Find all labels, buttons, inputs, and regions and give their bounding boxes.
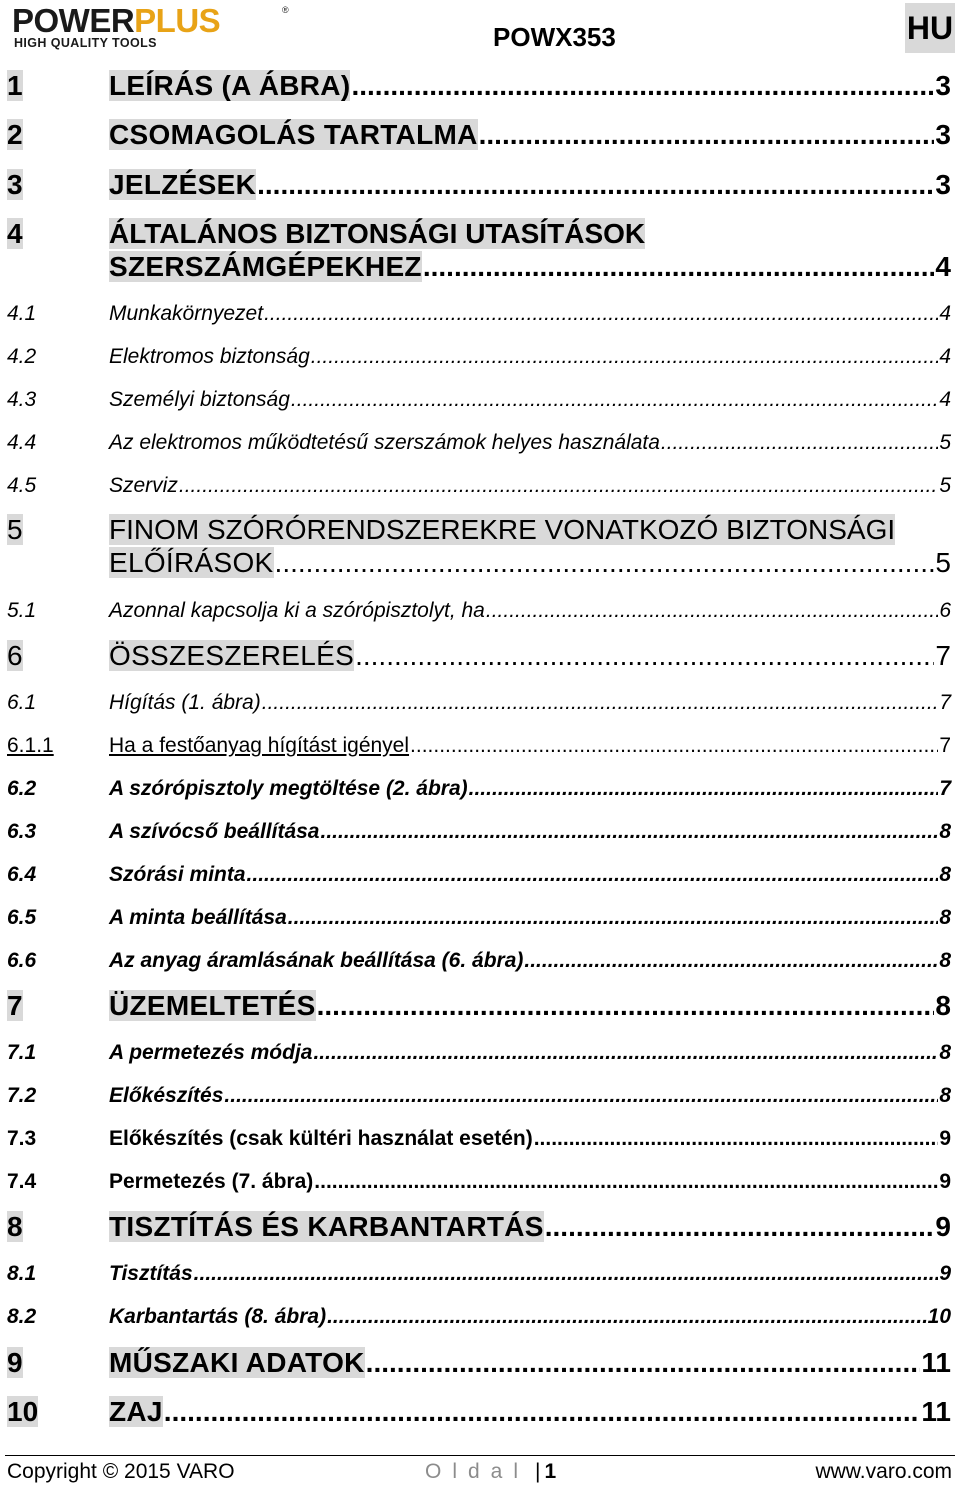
toc-entry-8-1[interactable] bbox=[0, 1262, 960, 1290]
toc-entry-7[interactable] bbox=[0, 990, 960, 1026]
toc-title: Szórási minta bbox=[109, 863, 246, 886]
toc-number: 6.1.1 bbox=[7, 734, 54, 757]
toc-page: 4 bbox=[939, 388, 951, 411]
toc-title: Ha a festőanyag hígítást igényel bbox=[109, 734, 410, 757]
toc-page: 5 bbox=[939, 431, 951, 454]
toc-number: 8 bbox=[7, 1211, 23, 1242]
toc-number: 4.1 bbox=[7, 302, 37, 325]
toc-entry-8-2[interactable] bbox=[0, 1305, 960, 1333]
toc-entry-4-1[interactable] bbox=[0, 302, 960, 330]
page-separator: | bbox=[535, 1460, 541, 1483]
dot-leader bbox=[479, 119, 935, 151]
toc-number: 5.1 bbox=[7, 599, 37, 622]
dot-leader bbox=[257, 169, 934, 201]
toc-title: TISZTÍTÁS ÉS KARBANTARTÁS bbox=[109, 1211, 544, 1242]
toc-title: MŰSZAKI ADATOK bbox=[109, 1347, 365, 1378]
toc-entry-7-2[interactable] bbox=[0, 1084, 960, 1112]
logo-tagline: HIGH QUALITY TOOLS bbox=[14, 36, 157, 50]
toc-entry-6-2[interactable] bbox=[0, 777, 960, 805]
toc-page: 9 bbox=[935, 1211, 951, 1242]
copyright-text: Copyright © 2015 VARO bbox=[7, 1460, 235, 1483]
logo-wordmark: POWERPLUS bbox=[12, 2, 221, 39]
toc-title: JELZÉSEK bbox=[109, 169, 257, 200]
toc-number: 6.4 bbox=[7, 863, 37, 886]
toc-number: 7 bbox=[7, 990, 23, 1021]
toc-page: 7 bbox=[939, 734, 951, 757]
dot-leader bbox=[288, 906, 939, 930]
toc-entry-6[interactable] bbox=[0, 640, 960, 676]
dot-leader bbox=[486, 599, 938, 623]
dot-leader bbox=[469, 777, 939, 801]
toc-page: 4 bbox=[939, 302, 951, 325]
toc-page: 4 bbox=[939, 345, 951, 368]
dot-leader bbox=[275, 547, 935, 579]
dot-leader bbox=[247, 863, 939, 887]
toc-number: 8.1 bbox=[7, 1262, 37, 1285]
dot-leader bbox=[264, 302, 938, 326]
toc-entry-4-4[interactable] bbox=[0, 431, 960, 459]
dot-leader bbox=[545, 1211, 935, 1243]
toc-title: Elektromos biztonság bbox=[109, 345, 310, 368]
page-footer bbox=[0, 1459, 960, 1487]
toc-page: 11 bbox=[921, 1396, 951, 1427]
toc-number: 3 bbox=[7, 169, 23, 200]
toc-number: 6.5 bbox=[7, 906, 37, 929]
toc-title: ÜZEMELTETÉS bbox=[109, 990, 316, 1021]
toc-page: 5 bbox=[935, 547, 951, 578]
toc-entry-1[interactable] bbox=[0, 70, 960, 106]
toc-page: 8 bbox=[939, 820, 951, 843]
toc-number: 6.6 bbox=[7, 949, 37, 972]
page-label: Oldal bbox=[425, 1460, 530, 1483]
toc-page: 8 bbox=[939, 1084, 951, 1107]
toc-number: 4 bbox=[7, 218, 23, 249]
toc-page: 5 bbox=[939, 474, 951, 497]
toc-number: 6 bbox=[7, 640, 23, 671]
toc-title: ZAJ bbox=[109, 1396, 163, 1427]
toc-number: 7.2 bbox=[7, 1084, 37, 1107]
toc-title: A szórópisztoly megtöltése (2. ábra) bbox=[109, 777, 468, 800]
toc-entry-4[interactable] bbox=[0, 218, 960, 288]
toc-title: Az anyag áramlásának beállítása (6. ábra) bbox=[109, 949, 524, 972]
toc-entry-6-3[interactable] bbox=[0, 820, 960, 848]
toc-number: 10 bbox=[7, 1396, 39, 1427]
model-number: POWX353 bbox=[493, 22, 616, 52]
toc-number: 4.2 bbox=[7, 345, 37, 368]
dot-leader bbox=[164, 1396, 921, 1428]
toc-title: A szívócső beállítása bbox=[109, 820, 320, 843]
dot-leader bbox=[224, 1084, 938, 1108]
toc-number: 6.1 bbox=[7, 691, 37, 714]
toc-number: 1 bbox=[7, 70, 23, 101]
toc-page: 3 bbox=[935, 119, 951, 150]
toc-page: 7 bbox=[939, 777, 951, 800]
page-number: 1 bbox=[544, 1460, 557, 1483]
toc-title: Előkészítés bbox=[109, 1084, 224, 1107]
toc-title-line1: FINOM SZÓRÓRENDSZEREKRE VONATKOZÓ BIZTONSÁGI bbox=[109, 514, 896, 545]
toc-page: 9 bbox=[939, 1262, 951, 1285]
toc-number: 4.3 bbox=[7, 388, 37, 411]
toc-entry-6-5[interactable] bbox=[0, 906, 960, 934]
toc-page: 9 bbox=[939, 1127, 951, 1150]
dot-leader bbox=[366, 1347, 921, 1379]
toc-page: 3 bbox=[935, 169, 951, 200]
toc-number: 6.2 bbox=[7, 777, 37, 800]
toc-page: 10 bbox=[927, 1305, 951, 1328]
toc-number: 4.4 bbox=[7, 431, 37, 454]
toc-number: 5 bbox=[7, 514, 23, 545]
dot-leader bbox=[320, 820, 938, 844]
toc-page: 3 bbox=[935, 70, 951, 101]
dot-leader bbox=[355, 640, 934, 672]
toc-entry-2[interactable] bbox=[0, 119, 960, 155]
toc-title: ELŐÍRÁSOK bbox=[109, 547, 274, 578]
toc-entry-7-3[interactable] bbox=[0, 1127, 960, 1155]
toc-entry-6-4[interactable] bbox=[0, 863, 960, 891]
toc-entry-6-6[interactable] bbox=[0, 949, 960, 977]
toc-number: 7.4 bbox=[7, 1170, 37, 1193]
toc-title: LEÍRÁS (A ÁBRA) bbox=[109, 70, 351, 101]
toc-entry-5[interactable] bbox=[0, 514, 960, 584]
dot-leader bbox=[327, 1305, 927, 1329]
toc-entry-4-3[interactable] bbox=[0, 388, 960, 416]
toc-entry-3[interactable] bbox=[0, 169, 960, 205]
toc-page: 8 bbox=[939, 949, 951, 972]
website-link[interactable]: www.varo.com bbox=[815, 1460, 952, 1483]
toc-page: 8 bbox=[939, 906, 951, 929]
dot-leader bbox=[313, 1041, 938, 1065]
toc-page: 8 bbox=[935, 990, 951, 1021]
toc-page: 8 bbox=[939, 1041, 951, 1064]
toc-page: 7 bbox=[935, 640, 951, 671]
toc-entry-5-1[interactable] bbox=[0, 599, 960, 627]
toc-title: A permetezés módja bbox=[109, 1041, 313, 1064]
toc-number: 7.3 bbox=[7, 1127, 37, 1150]
toc-title: Tisztítás bbox=[109, 1262, 193, 1285]
toc-number: 8.2 bbox=[7, 1305, 37, 1328]
toc-page: 9 bbox=[939, 1170, 951, 1193]
toc-title: Azonnal kapcsolja ki a szórópisztolyt, ha bbox=[109, 599, 485, 622]
dot-leader bbox=[410, 734, 938, 758]
toc-number: 7.1 bbox=[7, 1041, 37, 1064]
toc-number: 6.3 bbox=[7, 820, 37, 843]
toc-entry-7-1[interactable] bbox=[0, 1041, 960, 1069]
toc-title: Személyi biztonság bbox=[109, 388, 290, 411]
toc-page: 4 bbox=[935, 251, 951, 282]
toc-number: 4.5 bbox=[7, 474, 37, 497]
dot-leader bbox=[661, 431, 938, 455]
toc-entry-9[interactable] bbox=[0, 1347, 960, 1383]
toc-title: Karbantartás (8. ábra) bbox=[109, 1305, 327, 1328]
toc-page: 8 bbox=[939, 863, 951, 886]
dot-leader bbox=[351, 70, 934, 102]
language-badge: HU bbox=[905, 3, 955, 53]
toc-entry-4-2[interactable] bbox=[0, 345, 960, 373]
dot-leader bbox=[194, 1262, 939, 1286]
toc-number: 2 bbox=[7, 119, 23, 150]
registered-mark: ® bbox=[282, 5, 289, 15]
toc-page: 7 bbox=[939, 691, 951, 714]
toc-title: Hígítás (1. ábra) bbox=[109, 691, 261, 714]
toc-entry-10[interactable] bbox=[0, 1396, 960, 1432]
toc-entry-4-5[interactable] bbox=[0, 474, 960, 502]
toc-title: CSOMAGOLÁS TARTALMA bbox=[109, 119, 478, 150]
toc-title: Előkészítés (csak kültéri használat esetén) bbox=[109, 1127, 533, 1150]
toc-title: SZERSZÁMGÉPEKHEZ bbox=[109, 251, 422, 282]
toc-page: 6 bbox=[939, 599, 951, 622]
toc-entry-6-1-1[interactable] bbox=[0, 734, 960, 762]
dot-leader bbox=[317, 990, 935, 1022]
toc-entry-7-4[interactable] bbox=[0, 1170, 960, 1198]
dot-leader bbox=[314, 1170, 938, 1194]
dot-leader bbox=[534, 1127, 939, 1151]
footer-divider bbox=[5, 1455, 955, 1456]
dot-leader bbox=[423, 251, 935, 283]
dot-leader bbox=[262, 691, 939, 715]
page-indicator bbox=[425, 1460, 556, 1484]
toc-title-line1: ÁLTALÁNOS BIZTONSÁGI UTASÍTÁSOK bbox=[109, 218, 646, 249]
toc-entry-8[interactable] bbox=[0, 1211, 960, 1247]
toc-entry-6-1[interactable] bbox=[0, 691, 960, 719]
toc-title: Szerviz bbox=[109, 474, 178, 497]
toc-title: Munkakörnyezet bbox=[109, 302, 264, 325]
dot-leader bbox=[524, 949, 938, 973]
toc-title: A minta beállítása bbox=[109, 906, 287, 929]
toc-title: ÖSSZESZERELÉS bbox=[109, 640, 355, 671]
toc-page: 11 bbox=[921, 1347, 951, 1378]
dot-leader bbox=[311, 345, 939, 369]
dot-leader bbox=[179, 474, 938, 498]
toc-title: Az elektromos működtetésű szerszámok helyes használata bbox=[109, 431, 660, 454]
toc-number: 9 bbox=[7, 1347, 23, 1378]
dot-leader bbox=[291, 388, 938, 412]
toc-title: Permetezés (7. ábra) bbox=[109, 1170, 314, 1193]
